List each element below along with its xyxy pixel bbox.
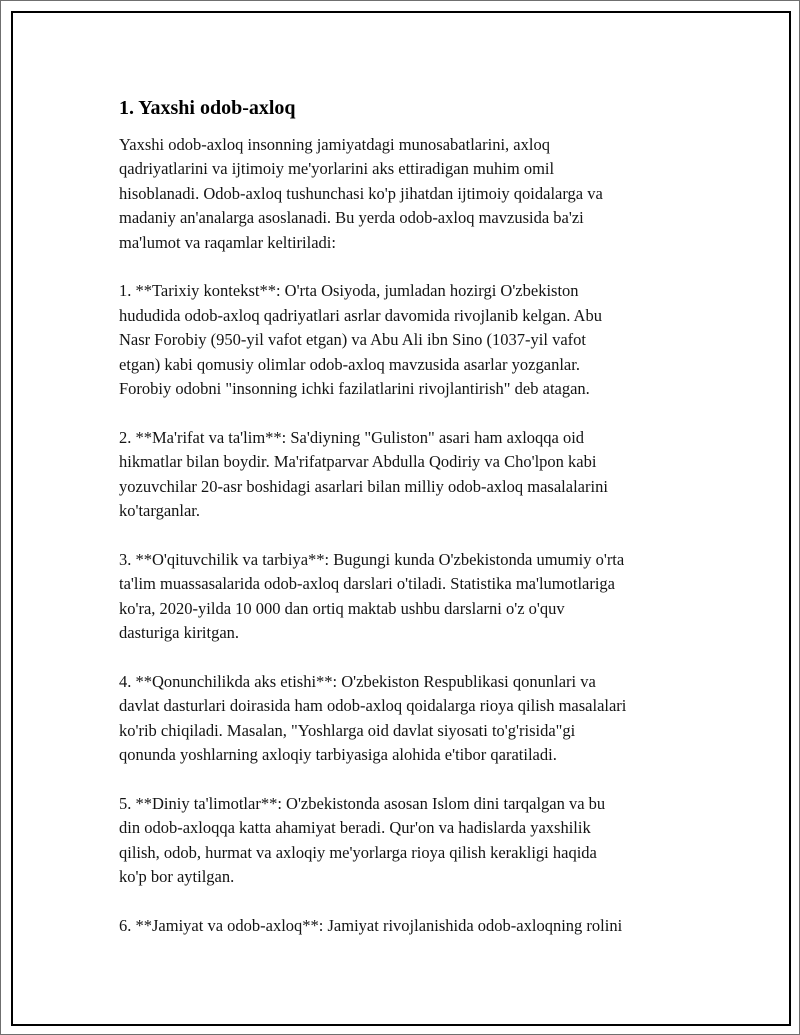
- paragraph-item-2: [119, 426, 709, 524]
- paragraph-item-4: [119, 670, 709, 768]
- paragraph-gap: [119, 768, 709, 792]
- text-line: 4. **Qonunchilikda aks etishi**: O'zbekiston Respublikasi qonunlari va: [119, 671, 596, 691]
- text-line: ko'ra, 2020-yilda 10 000 dan ortiq maktab ushbu darslarni o'z o'quv: [119, 598, 565, 618]
- text-line: madaniy an'analarga asoslanadi. Bu yerda odob-axloq mavzusida ba'zi: [119, 208, 584, 228]
- text-line: ma'lumot va raqamlar keltiriladi:: [119, 232, 336, 252]
- text-line: ko'targanlar.: [119, 501, 201, 521]
- text-line: davlat dasturlari doirasida ham odob-axloq qoidalarga rioya qilish masalalari: [119, 696, 627, 716]
- text-line: dasturiga kiritgan.: [119, 623, 240, 643]
- paragraph-item-5: [119, 792, 709, 890]
- text-line: 1. **Tarixiy kontekst**: O'rta Osiyoda, jumladan hozirgi O'zbekiston: [119, 281, 579, 301]
- paragraph-gap: [119, 645, 709, 669]
- paragraph-item-6: [119, 914, 709, 938]
- text-line: 6. **Jamiyat va odob-axloq**: Jamiyat rivojlanishida odob-axloqning rolini: [119, 915, 623, 935]
- document-page: [11, 11, 791, 1026]
- text-line: Forobiy odobni "insonning ichki fazilatlarini rivojlantirish" deb atagan.: [119, 379, 590, 399]
- text-line: qadriyatlarini va ijtimoiy me'yorlarini aks ettiradigan muhim omil: [119, 159, 555, 179]
- text-line: ko'p bor aytilgan.: [119, 867, 235, 887]
- text-line: hikmatlar bilan boydir. Ma'rifatparvar Abdulla Qodiriy va Cho'lpon kabi: [119, 452, 597, 472]
- text-line: ta'lim muassasalarida odob-axloq darslari o'tiladi. Statistika ma'lumotlariga: [119, 574, 616, 594]
- document-title: 1. Yaxshi odob-axloq: [119, 97, 296, 119]
- text-line: Nasr Forobiy (950-yil vafot etgan) va Abu Ali ibn Sino (1037-yil vafot: [119, 330, 586, 350]
- paragraph-gap: [119, 401, 709, 425]
- text-line: hisoblanadi. Odob-axloq tushunchasi ko'p jihatdan ijtimoiy qoidalarga va: [119, 183, 603, 203]
- text-line: 3. **O'qituvchilik va tarbiya**: Bugungi kunda O'zbekistonda umumiy o'rta: [119, 549, 625, 569]
- text-line: qilish, odob, hurmat va axloqiy me'yorlarga rioya qilish kerakligi haqida: [119, 842, 597, 862]
- paragraph-gap: [119, 523, 709, 547]
- text-line: qonunda yoshlarning axloqiy tarbiyasiga alohida e'tibor qaratiladi.: [119, 745, 557, 765]
- paragraph-gap: [119, 890, 709, 914]
- text-line: Yaxshi odob-axloq insonning jamiyatdagi munosabatlarini, axloq: [119, 135, 550, 154]
- document-content: [119, 95, 709, 938]
- text-line: 2. **Ma'rifat va ta'lim**: Sa'diyning "Guliston" asari ham axloqqa oid: [119, 427, 585, 447]
- text-line: hududida odob-axloq qadriyatlari asrlar davomida rivojlanib kelgan. Abu: [119, 305, 602, 325]
- text-line: din odob-axloqqa katta ahamiyat beradi. Qur'on va hadislarda yaxshilik: [119, 818, 591, 838]
- text-line: 5. **Diniy ta'limotlar**: O'zbekistonda asosan Islom dini tarqalgan va bu: [119, 793, 606, 813]
- paragraph-gap: [119, 255, 709, 279]
- paragraph-intro: [119, 133, 709, 255]
- text-line: yozuvchilar 20-asr boshidagi asarlari bilan milliy odob-axloq masalalarini: [119, 476, 608, 496]
- paragraph-item-3: [119, 548, 709, 646]
- text-line: etgan) kabi qomusiy olimlar odob-axloq mavzusida asarlar yozganlar.: [119, 354, 580, 374]
- text-line: ko'rib chiqiladi. Masalan, "Yoshlarga oid davlat siyosati to'g'risida"gi: [119, 720, 576, 740]
- paragraph-item-1: [119, 279, 709, 401]
